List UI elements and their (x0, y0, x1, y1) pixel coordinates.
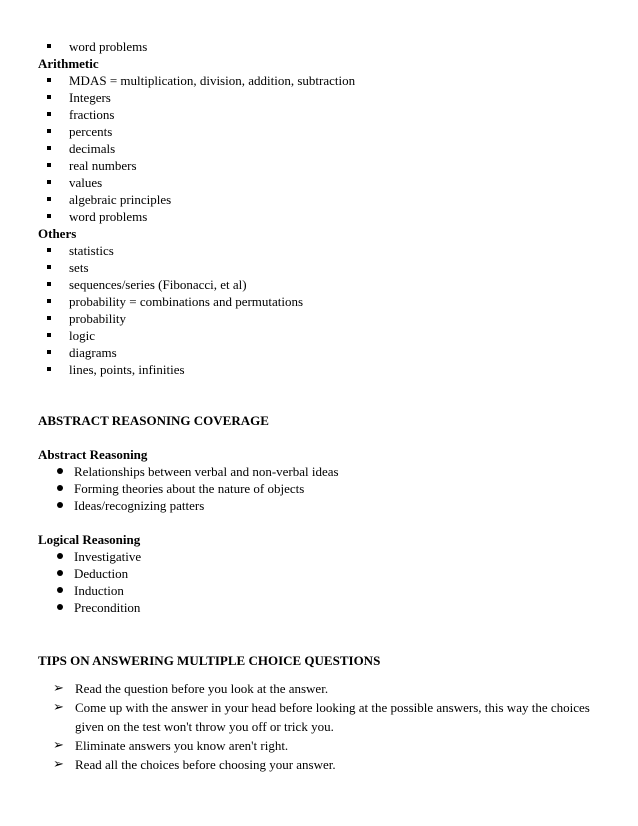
square-bullet-icon (47, 333, 51, 337)
square-bullet-icon (47, 129, 51, 133)
list-item-text: word problems (69, 209, 148, 224)
list-item (38, 106, 598, 123)
list-item (38, 72, 598, 89)
list-item (38, 698, 598, 736)
list-item-text: Ideas/recognizing patters (74, 498, 205, 513)
square-bullet-icon (47, 214, 51, 218)
list-item (38, 310, 598, 327)
square-bullet-icon (47, 95, 51, 99)
list-item (38, 548, 598, 565)
list-item-text: Precondition (74, 600, 141, 615)
square-bullet-icon (47, 282, 51, 286)
document-page (38, 38, 598, 774)
list-item-text: real numbers (69, 158, 137, 173)
square-bullet-icon (47, 350, 51, 354)
list-item-text: Eliminate answers you know aren't right. (75, 738, 289, 753)
list-item-text: logic (69, 328, 95, 343)
list-item (38, 242, 598, 259)
square-bullet-icon (47, 367, 51, 371)
list-item (38, 755, 598, 774)
list-item (38, 582, 598, 599)
section-heading-others: Others (38, 226, 77, 241)
list-item (38, 679, 598, 698)
square-bullet-icon (47, 197, 51, 201)
square-bullet-icon (47, 146, 51, 150)
section-heading-arithmetic: Arithmetic (38, 56, 99, 71)
list-item-text: MDAS = multiplication, division, addition, subtraction (69, 73, 356, 88)
spacer (38, 514, 598, 531)
square-bullet-icon (47, 180, 51, 184)
list-item (38, 276, 598, 293)
list-item (38, 344, 598, 361)
square-bullet-icon (47, 44, 51, 48)
square-bullet-icon (47, 299, 51, 303)
list-item-text: decimals (69, 141, 116, 156)
square-bullet-icon (47, 316, 51, 320)
list-item (38, 599, 598, 616)
abstract-coverage-title: ABSTRACT REASONING COVERAGE (38, 413, 269, 428)
list-item-text: Forming theories about the nature of objects (74, 481, 305, 496)
square-bullet-icon (47, 248, 51, 252)
arrow-bullet-icon: ➢ (53, 738, 64, 753)
list-item-text: percents (69, 124, 113, 139)
list-item-text: sets (69, 260, 89, 275)
list-item-text: values (69, 175, 103, 190)
list-item (38, 38, 598, 55)
list-item (38, 157, 598, 174)
tips-title: TIPS ON ANSWERING MULTIPLE CHOICE QUESTIONS (38, 653, 381, 668)
square-bullet-icon (47, 78, 51, 82)
list-item (38, 327, 598, 344)
list-item (38, 293, 598, 310)
list-item-text: Come up with the answer in your head before looking at the possible answers, this way the choices given on the test won't throw you off or trick you. (75, 700, 590, 734)
section-heading-abstract-reasoning: Abstract Reasoning (38, 447, 148, 462)
list-item (38, 565, 598, 582)
list-item-text: Read all the choices before choosing your answer. (75, 757, 336, 772)
square-bullet-icon (47, 112, 51, 116)
list-item (38, 361, 598, 378)
list-item (38, 89, 598, 106)
section-heading-logical-reasoning: Logical Reasoning (38, 532, 141, 547)
round-bullet-icon (57, 468, 63, 474)
list-item-text: Deduction (74, 566, 129, 581)
list-item-text: statistics (69, 243, 114, 258)
round-bullet-icon (57, 570, 63, 576)
round-bullet-icon (57, 604, 63, 610)
round-bullet-icon (57, 553, 63, 559)
list-item-text: fractions (69, 107, 115, 122)
list-item-text: Investigative (74, 549, 142, 564)
list-item (38, 497, 598, 514)
arrow-bullet-icon: ➢ (53, 757, 64, 772)
spacer (38, 669, 598, 679)
list-item (38, 463, 598, 480)
square-bullet-icon (47, 265, 51, 269)
list-item (38, 480, 598, 497)
list-item-text: Read the question before you look at the answer. (75, 681, 329, 696)
list-item-text: sequences/series (Fibonacci, et al) (69, 277, 247, 292)
list-item-text: Relationships between verbal and non-verbal ideas (74, 464, 339, 479)
list-item-text: word problems (69, 39, 148, 54)
round-bullet-icon (57, 485, 63, 491)
list-item-text: lines, points, infinities (69, 362, 185, 377)
list-item (38, 174, 598, 191)
list-item (38, 123, 598, 140)
arrow-bullet-icon: ➢ (53, 700, 64, 715)
list-item-text: diagrams (69, 345, 117, 360)
list-item (38, 191, 598, 208)
list-item (38, 259, 598, 276)
list-item-text: probability = combinations and permutations (69, 294, 304, 309)
square-bullet-icon (47, 163, 51, 167)
round-bullet-icon (57, 502, 63, 508)
list-item (38, 140, 598, 157)
arrow-bullet-icon: ➢ (53, 681, 64, 696)
list-item-text: Induction (74, 583, 124, 598)
spacer (38, 616, 598, 652)
list-item (38, 208, 598, 225)
round-bullet-icon (57, 587, 63, 593)
list-item (38, 736, 598, 755)
list-item-text: algebraic principles (69, 192, 172, 207)
spacer (38, 378, 598, 412)
list-item-text: Integers (69, 90, 111, 105)
list-item-text: probability (69, 311, 127, 326)
spacer (38, 429, 598, 446)
